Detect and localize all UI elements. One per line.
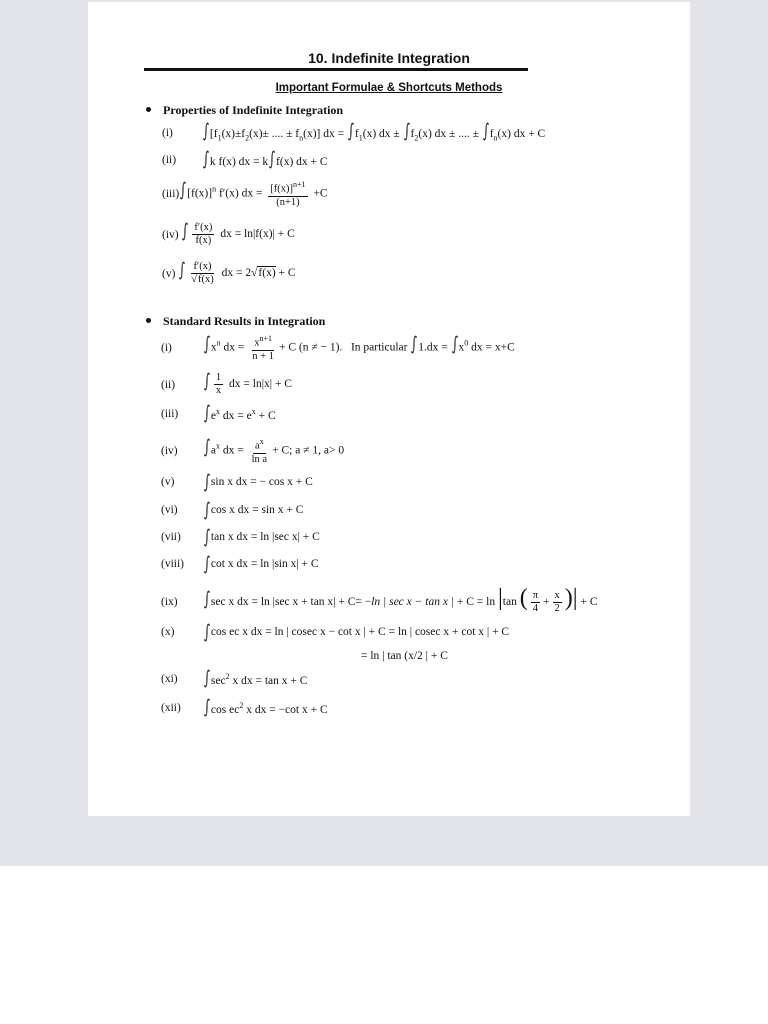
standard-10-formula: cos ec x dx = ln | cosec x − cot x | + C = ln | cosec x + cot x | + C (210, 626, 510, 638)
standard-9-formula: ∫sec x dx = ln |sec x + tan x| + C= −ln | sec x − tan x | + C = ln |tan ( $\frac{\pi}{4}$ + $\frac{x}{2}$ )| + C (203, 585, 598, 614)
standard-3: (iii) $\int e^x$ dx = $e^x + C$ (161, 402, 276, 424)
standard-5-formula: sin x dx = − cos x + C (210, 476, 313, 488)
property-3-formula: $\int[f(x)]^n$ f′(x) dx = $\frac{[f(x)]^{n+1}}{(n+1)}$ +C (180, 179, 328, 208)
standard-4: (iv) $\int a^x$ dx = $\frac{a^x}{\text{ln a}}$ + C; a ≠ 1, a> 0 (161, 436, 345, 465)
property-5: (v) ∫ $\frac{f'(x)}{√f(x)}$ dx = 2√f(x) + C (162, 259, 296, 285)
standard-4-formula: $\int a^x$ dx = $\frac{a^x}{\text{ln a}}$ + C; a ≠ 1, a> 0 (203, 436, 345, 465)
standard-5: (v) ∫ sin x dx = − cos x + C (161, 471, 313, 493)
standard-10-continuation: = ln | tan (x/2 | + C (361, 650, 448, 662)
bullet-icon (146, 107, 151, 112)
standard-8: (viii) ∫ cot x dx = ln |sin x| + C (161, 553, 319, 575)
standard-7: (vii) ∫ tan x dx = ln |sec x| + C (161, 526, 320, 548)
property-1: (i) $\int[f_1(x)\pm f_2(x)\pm$ .... ± $f_n(x)$] dx = $\int f_1(x)$ dx ± $\int f_2(x)$ dx ± .... ± $\int f_n(x)$ dx + C (162, 120, 546, 143)
standard-1: (i) $\int x^n$ dx = $\frac{x^{n+1}}{n + 1}$ + C (n ≠ − 1). In particular $\int 1.dx = \int x^0$ dx = x+C (161, 333, 515, 362)
standard-3-formula: $\int e^x$ dx = $e^x + C$ (203, 402, 276, 424)
standard-11-formula: $\int\sec^2$ x dx = tan x + C (203, 667, 308, 689)
standard-6: (vi) ∫ cos x dx = sin x + C (161, 499, 304, 521)
standard-6-formula: cos x dx = sin x + C (210, 504, 304, 516)
standard-8-formula: cot x dx = ln |sin x| + C (210, 558, 319, 570)
standard-12-formula: ∫cos $ec^2$ x dx = −cot x + C (203, 696, 328, 718)
page-subtitle: Important Formulae & Shortcuts Methods (275, 82, 503, 94)
title-rule (144, 68, 528, 71)
standard-10: (x) ∫ cos ec x dx = ln | cosec x − cot x | + C = ln | cosec x + cot x | + C (161, 621, 510, 643)
property-1-formula: $\int[f_1(x)\pm f_2(x)\pm$ .... ± $f_n(x)$] dx = $\int f_1(x)$ dx ± $\int f_2(x)$ dx ± .... ± $\int f_n(x)$ dx + C (202, 120, 546, 143)
standard-11: (xi) $\int\sec^2$ x dx = tan x + C (161, 667, 308, 689)
bullet-icon (146, 318, 151, 323)
property-3: (iii) $\int[f(x)]^n$ f′(x) dx = $\frac{[f(x)]^{n+1}}{(n+1)}$ +C (162, 179, 328, 208)
standard-1-formula: $\int x^n$ dx = $\frac{x^{n+1}}{n + 1}$ + C (n ≠ − 1). In particular $\int 1.dx = \int x^0$ dx = x+C (203, 333, 515, 362)
property-4: (iv) ∫ $\frac{f'(x)}{f(x)}$ dx = ln|f(x)| + C (162, 220, 295, 246)
standard-12: (xii) ∫cos $ec^2$ x dx = −cot x + C (161, 696, 328, 718)
standard-heading: Standard Results in Integration (146, 314, 325, 329)
property-2: (ii) ∫k f(x) dx = k∫f(x) dx + C (162, 148, 328, 170)
properties-heading: Properties of Indefinite Integration (146, 103, 343, 118)
standard-2: (ii) ∫ $\frac{1}{x}$ dx = ln|x| + C (161, 370, 292, 396)
document-page (88, 2, 690, 816)
property-5-formula: ∫ $\frac{f'(x)}{√f(x)}$ dx = 2√f(x) + C (179, 259, 296, 285)
standard-2-formula: ∫ $\frac{1}{x}$ dx = ln|x| + C (203, 370, 292, 396)
property-4-formula: ∫ $\frac{f'(x)}{f(x)}$ dx = ln|f(x)| + C (182, 220, 295, 246)
page-title: 10. Indefinite Integration (308, 50, 470, 66)
property-2-formula: ∫k f(x) dx = k∫f(x) dx + C (202, 148, 328, 170)
standard-9: (ix) ∫sec x dx = ln |sec x + tan x| + C= −ln | sec x − tan x | + C = ln |tan ( $\frac{\pi}{4}$ + $\frac{x}{2}$ )| + C (161, 585, 598, 614)
standard-7-formula: tan x dx = ln |sec x| + C (210, 531, 320, 543)
